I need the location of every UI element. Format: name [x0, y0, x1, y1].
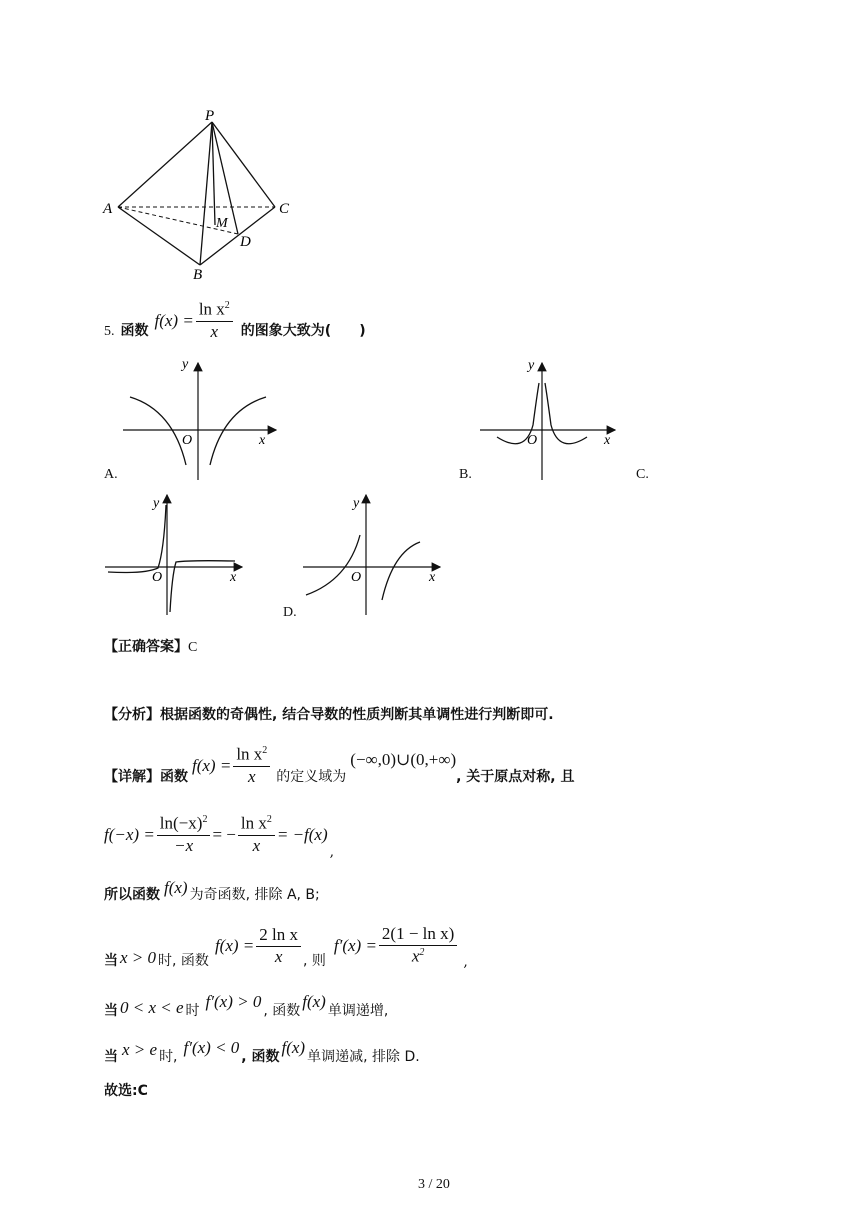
detail-line6-suffix: 单调递减, 排除 D. — [307, 1049, 420, 1065]
analysis-tag: 【分析】 — [104, 707, 160, 723]
detail-line4-dden: x — [411, 946, 420, 966]
analysis-text: 根据函数的奇偶性, 结合导数的性质判断其单调性进行判断即可. — [160, 707, 554, 723]
label-d: D — [240, 234, 251, 250]
detail-line6-prefix: 当 — [104, 1049, 118, 1065]
detail-line6-deriv: f′(x) < 0 — [183, 1038, 240, 1057]
detail-line6-mid2: , 函数 — [241, 1049, 280, 1065]
detail-line4-cond: x > 0 — [120, 948, 157, 967]
detail-line2-den1: −x — [174, 835, 194, 855]
detail-line6-cond: x > e — [122, 1040, 158, 1059]
detail-line1-domain: (−∞,0)∪(0,+∞) — [350, 750, 457, 769]
detail-line2-fraction1 — [157, 814, 211, 855]
detail-line5-cond: 0 < x < e — [120, 998, 184, 1017]
detail-line5-prefix: 当 — [104, 1003, 118, 1019]
detail-line2-num2: ln x — [240, 814, 267, 834]
answer-tag: 【正确答案】 — [104, 639, 188, 655]
detail-line4-lhs: f(x) = — [214, 936, 255, 955]
option-d-y: y — [353, 496, 360, 511]
question-func-lhs: f(x) = — [154, 311, 194, 330]
detail-line2-den2: x — [252, 835, 261, 855]
option-a-graph — [118, 355, 283, 485]
question-number: 5. — [104, 324, 115, 339]
question-suffix: 的图象大致为( ) — [240, 323, 366, 339]
detail-line-2 — [104, 808, 334, 862]
page-number: 3 / 20 — [418, 1177, 450, 1192]
detail-line1-den: x — [248, 766, 256, 786]
question-5 — [104, 296, 366, 346]
detail-line4-den: x — [274, 946, 283, 966]
question-fraction — [196, 300, 233, 341]
detail-line4-dnum: 2(1 − ln x) — [379, 925, 457, 946]
option-c-label: C. — [636, 467, 649, 482]
option-d-origin: O — [351, 570, 362, 585]
detail-line1-suffix: , 关于原点对称, 且 — [456, 769, 575, 785]
detail-line4-dden-exp: 2 — [419, 947, 425, 959]
detail-line5-mid2: , 函数 — [263, 1003, 301, 1019]
detail-line3-prefix: 所以函数 — [104, 887, 160, 903]
detail-line2-num1: ln(−x) — [159, 814, 203, 834]
label-m: M — [216, 216, 228, 231]
detail-line5-func: f(x) — [302, 992, 326, 1011]
detail-line2-eq: = − — [212, 825, 236, 844]
detail-line1-lhs: f(x) = — [192, 756, 232, 775]
detail-line-6 — [104, 1034, 420, 1066]
option-c-origin: O — [152, 570, 163, 585]
option-a-label: A. — [104, 467, 118, 482]
detail-line2-num1-exp: 2 — [202, 814, 208, 826]
detail-line4-dfraction — [379, 925, 457, 966]
option-a-x: x — [259, 433, 266, 448]
option-c-x: x — [230, 570, 237, 585]
detail-line-3 — [104, 874, 320, 904]
detail-line1-num-exp: 2 — [262, 745, 268, 757]
detail-line4-mid: 时, 函数 — [158, 953, 209, 969]
pyramid-figure — [95, 100, 315, 285]
detail-line4-prefix: 当 — [104, 953, 118, 969]
option-d-label: D. — [283, 605, 297, 620]
detail-line4-end: , — [463, 954, 468, 970]
detail-line-7: 故选:C — [104, 1083, 148, 1099]
label-b: B — [193, 267, 203, 283]
option-d-x: x — [429, 570, 436, 585]
detail-line6-mid: 时, — [159, 1049, 178, 1065]
option-c-y: y — [153, 496, 160, 511]
detail-line2-end: , — [329, 844, 335, 860]
detail-line2-fraction2 — [238, 814, 275, 855]
label-p: P — [205, 108, 215, 124]
option-b-y: y — [528, 358, 535, 373]
option-b-label: B. — [459, 467, 472, 482]
detail-line-5 — [104, 988, 388, 1020]
detail-line1-fraction — [233, 745, 270, 786]
detail-line4-num: 2 ln x — [256, 926, 301, 947]
detail-line5-deriv: f′(x) > 0 — [205, 992, 262, 1011]
option-b-graph — [475, 355, 620, 485]
label-c: C — [279, 201, 290, 217]
detail-line-4 — [104, 918, 468, 974]
option-d-graph — [298, 490, 448, 618]
detail-line2-lhs: f(−x) = — [104, 825, 155, 844]
detail-line5-suffix: 单调递增, — [327, 1003, 389, 1019]
question-num-exp: 2 — [224, 300, 230, 312]
detail-line4-then: , 则 — [302, 953, 326, 969]
detail-line4-dlhs: f′(x) = — [333, 936, 377, 955]
detail-line3-suffix: 为奇函数, 排除 A, B; — [189, 887, 320, 903]
detail-line2-rhs: = −f(x) — [276, 825, 328, 844]
analysis-line — [104, 704, 554, 724]
detail-line2-num2-exp: 2 — [266, 814, 272, 826]
option-b-x: x — [604, 433, 611, 448]
detail-line5-mid: 时 — [185, 1003, 200, 1019]
detail-line1-prefix: 函数 — [160, 769, 188, 785]
answer-value: C — [188, 640, 198, 655]
detail-line1-num: ln x — [236, 745, 263, 765]
option-c-graph — [100, 490, 250, 618]
detail-line1-mid: 的定义域为 — [276, 769, 347, 785]
detail-tag: 【详解】 — [104, 769, 160, 785]
detail-line-1 — [104, 740, 575, 792]
question-prefix: 函数 — [120, 323, 149, 339]
detail-line6-func: f(x) — [281, 1038, 306, 1057]
question-num: ln x — [198, 300, 225, 320]
detail-line4-fraction — [256, 926, 301, 966]
detail-line3-func: f(x) — [164, 878, 188, 897]
question-den: x — [210, 321, 219, 341]
option-a-y: y — [182, 357, 189, 372]
option-b-origin: O — [527, 433, 538, 448]
label-a: A — [103, 201, 113, 217]
answer-line — [104, 636, 197, 656]
option-a-origin: O — [182, 433, 193, 448]
